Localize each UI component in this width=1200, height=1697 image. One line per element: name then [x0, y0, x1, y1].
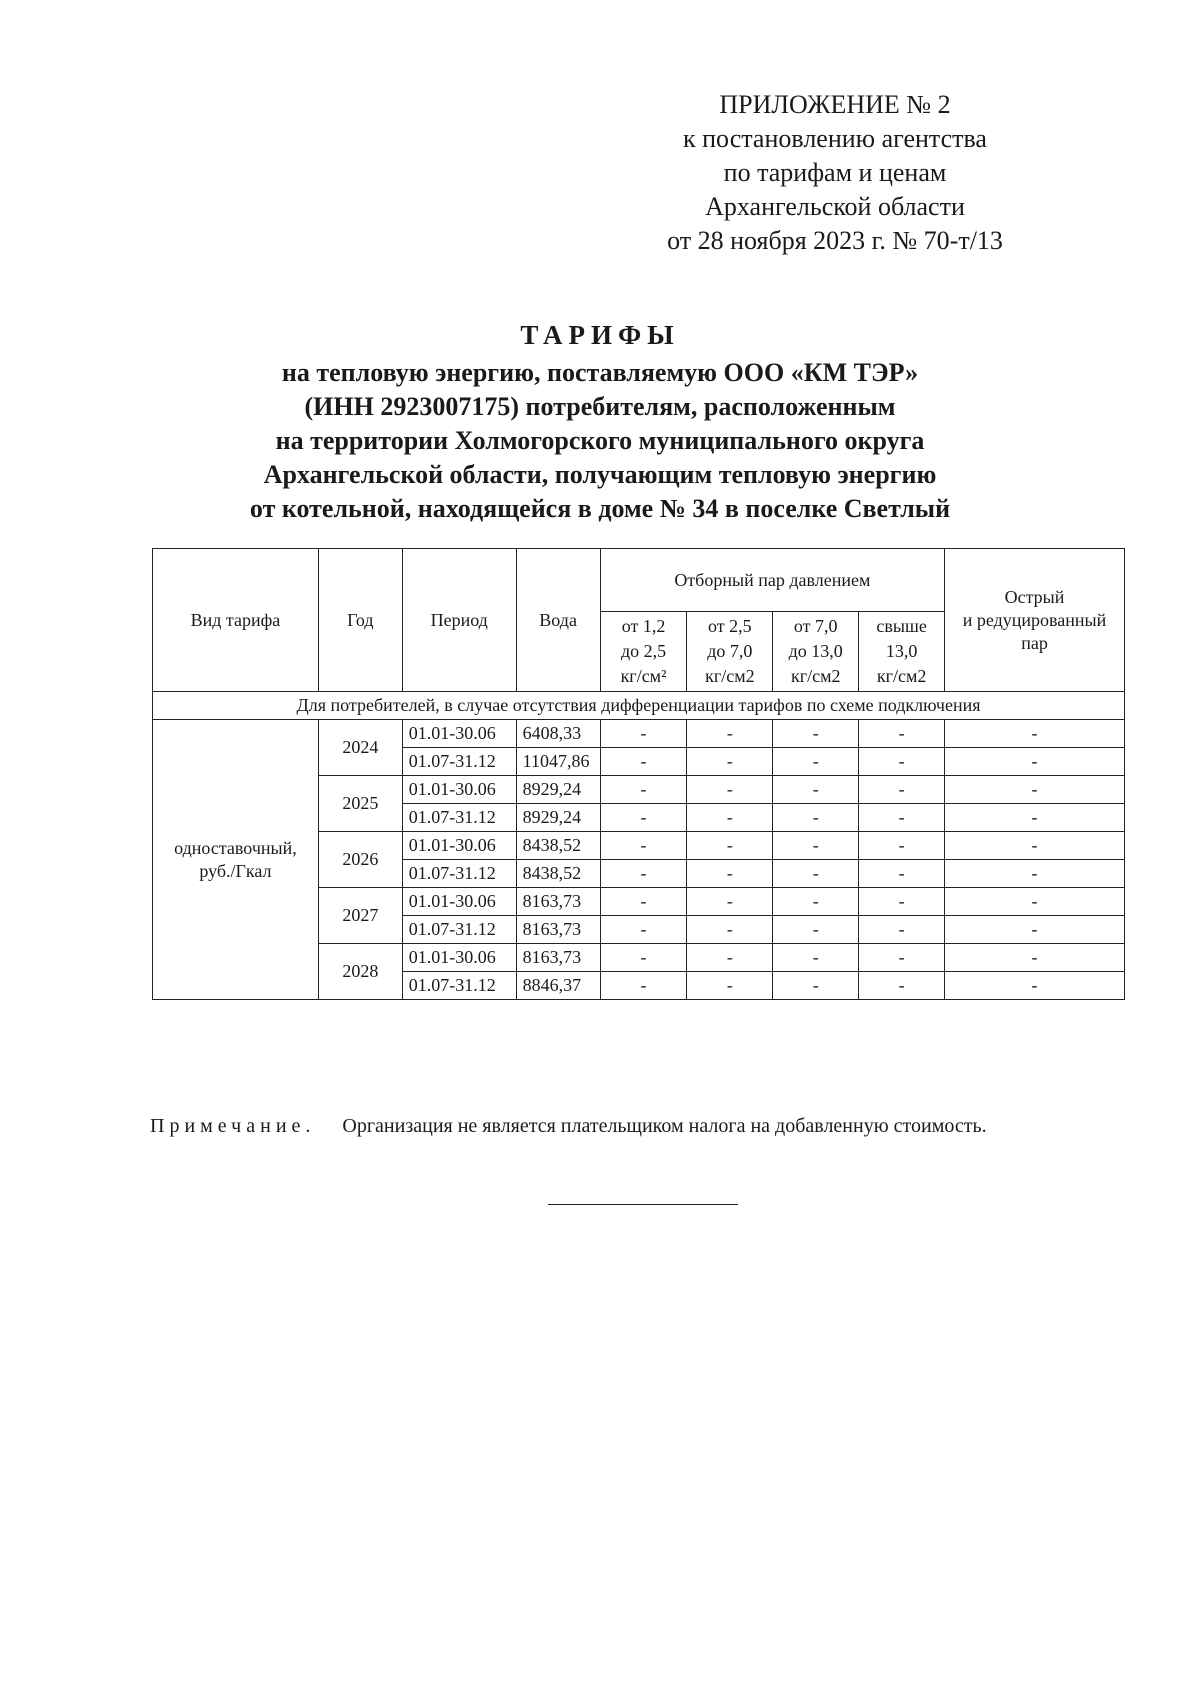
p4-cell: - [859, 944, 945, 972]
p4-cell: - [859, 916, 945, 944]
p1-cell: - [600, 944, 687, 972]
water-cell: 8929,24 [516, 804, 600, 832]
header-water: Вода [516, 549, 600, 692]
p4-cell: - [859, 776, 945, 804]
appendix-region: Архангельской области [705, 192, 965, 221]
p2-cell: - [687, 944, 773, 972]
tariff-type-line-1: одноставочный, [174, 837, 297, 858]
p2-cell: - [687, 720, 773, 748]
period-cell: 01.01-30.06 [402, 832, 516, 860]
period-cell: 01.07-31.12 [402, 972, 516, 1000]
title-line-5: от котельной, находящейся в доме № 34 в поселке Светлый [249, 494, 951, 523]
tariffs-table [152, 548, 1125, 1000]
header-pressure-3 [773, 612, 859, 692]
p4-cell: - [859, 720, 945, 748]
p3-cell: - [773, 776, 859, 804]
header-tariff-type: Вид тарифа [153, 549, 319, 692]
header-pressure-1 [600, 612, 687, 692]
p4-line-2: 13,0 [885, 641, 918, 661]
period-cell: 01.07-31.12 [402, 748, 516, 776]
title-line-1: на тепловую энергию, поставляемую ООО «КМ ТЭР» [281, 358, 919, 387]
p3-line-2: до 13,0 [788, 641, 843, 661]
section-caption: Для потребителей, в случае отсутствия дифференциации тарифов по схеме подключения [153, 692, 1125, 720]
sharp-cell: - [945, 832, 1125, 860]
p4-cell: - [859, 748, 945, 776]
sharp-cell: - [945, 720, 1125, 748]
p3-cell: - [773, 944, 859, 972]
p2-cell: - [687, 832, 773, 860]
p4-cell: - [859, 832, 945, 860]
header-pressure-2 [687, 612, 773, 692]
year-cell: 2026 [318, 832, 402, 888]
p2-line-2: до 7,0 [707, 641, 753, 661]
sharp-cell: - [945, 748, 1125, 776]
water-cell: 8163,73 [516, 888, 600, 916]
appendix-header [600, 88, 1070, 258]
p1-cell: - [600, 776, 687, 804]
water-cell: 8163,73 [516, 916, 600, 944]
p2-cell: - [687, 748, 773, 776]
p1-cell: - [600, 720, 687, 748]
water-cell: 6408,33 [516, 720, 600, 748]
p2-line-3: кг/см2 [705, 666, 755, 686]
p1-line-2: до 2,5 [620, 641, 667, 661]
period-cell: 01.01-30.06 [402, 944, 516, 972]
water-cell: 8846,37 [516, 972, 600, 1000]
p1-cell: - [600, 888, 687, 916]
header-sharp-line-2: и редуцированный [962, 609, 1107, 630]
document-title [170, 318, 1030, 526]
p3-cell: - [773, 888, 859, 916]
year-cell: 2024 [318, 720, 402, 776]
p1-cell: - [600, 972, 687, 1000]
p2-cell: - [687, 860, 773, 888]
p1-cell: - [600, 748, 687, 776]
appendix-date: от 28 ноября 2023 г. № 70-т/13 [667, 226, 1003, 255]
p3-cell: - [773, 832, 859, 860]
p1-cell: - [600, 832, 687, 860]
appendix-reference: к постановлению агентства [683, 124, 987, 153]
water-cell: 8929,24 [516, 776, 600, 804]
p4-cell: - [859, 888, 945, 916]
note-label: Примечание. [150, 1115, 316, 1137]
water-cell: 8438,52 [516, 860, 600, 888]
p3-cell: - [773, 720, 859, 748]
sharp-cell: - [945, 804, 1125, 832]
period-cell: 01.07-31.12 [402, 916, 516, 944]
section-row [153, 692, 1125, 720]
p3-cell: - [773, 860, 859, 888]
note-text: Организация не является плательщиком налога на добавленную стоимость. [342, 1115, 987, 1137]
title-line-2: (ИНН 2923007175) потребителям, расположенным [304, 392, 896, 421]
p3-cell: - [773, 804, 859, 832]
header-sharp-steam [945, 549, 1125, 692]
sharp-cell: - [945, 972, 1125, 1000]
p4-cell: - [859, 860, 945, 888]
sharp-cell: - [945, 944, 1125, 972]
p4-line-3: кг/см2 [876, 666, 927, 686]
p3-cell: - [773, 748, 859, 776]
footnote [150, 1115, 987, 1138]
period-cell: 01.07-31.12 [402, 804, 516, 832]
year-cell: 2025 [318, 776, 402, 832]
table-row [153, 720, 1125, 748]
p1-line-1: от 1,2 [621, 616, 666, 636]
closing-divider [548, 1204, 738, 1205]
p2-cell: - [687, 888, 773, 916]
page-title: ТАРИФЫ [520, 320, 680, 350]
p2-cell: - [687, 776, 773, 804]
header-year: Год [318, 549, 402, 692]
p3-cell: - [773, 972, 859, 1000]
p4-line-1: свыше [876, 616, 927, 636]
p2-cell: - [687, 804, 773, 832]
sharp-cell: - [945, 916, 1125, 944]
water-cell: 11047,86 [516, 748, 600, 776]
p1-cell: - [600, 804, 687, 832]
year-cell: 2027 [318, 888, 402, 944]
p3-line-1: от 7,0 [793, 616, 838, 636]
p2-line-1: от 2,5 [708, 616, 752, 636]
appendix-number: ПРИЛОЖЕНИЕ № 2 [719, 90, 951, 119]
p1-line-3: кг/см² [620, 666, 667, 686]
p4-cell: - [859, 804, 945, 832]
water-cell: 8438,52 [516, 832, 600, 860]
appendix-agency: по тарифам и ценам [723, 158, 947, 187]
p2-cell: - [687, 916, 773, 944]
p3-line-3: кг/см2 [790, 666, 841, 686]
p3-cell: - [773, 916, 859, 944]
header-period: Период [402, 549, 516, 692]
p4-cell: - [859, 972, 945, 1000]
period-cell: 01.01-30.06 [402, 720, 516, 748]
title-line-3: на территории Холмогорского муниципального округа [275, 426, 925, 455]
sharp-cell: - [945, 888, 1125, 916]
header-pressure-4 [859, 612, 945, 692]
sharp-cell: - [945, 776, 1125, 804]
header-sharp-line-1: Острый [1004, 586, 1065, 607]
p1-cell: - [600, 916, 687, 944]
p2-cell: - [687, 972, 773, 1000]
tariff-type-line-2: руб./Гкал [199, 860, 272, 881]
period-cell: 01.01-30.06 [402, 888, 516, 916]
period-cell: 01.01-30.06 [402, 776, 516, 804]
p1-cell: - [600, 860, 687, 888]
year-cell: 2028 [318, 944, 402, 1000]
water-cell: 8163,73 [516, 944, 600, 972]
sharp-cell: - [945, 860, 1125, 888]
title-line-4: Архангельской области, получающим тепловую энергию [263, 460, 937, 489]
header-row [153, 549, 1125, 612]
period-cell: 01.07-31.12 [402, 860, 516, 888]
header-sharp-line-3: пар [1021, 632, 1048, 653]
tariff-type-cell [153, 720, 319, 1000]
header-extracted-steam: Отборный пар давлением [600, 549, 944, 612]
